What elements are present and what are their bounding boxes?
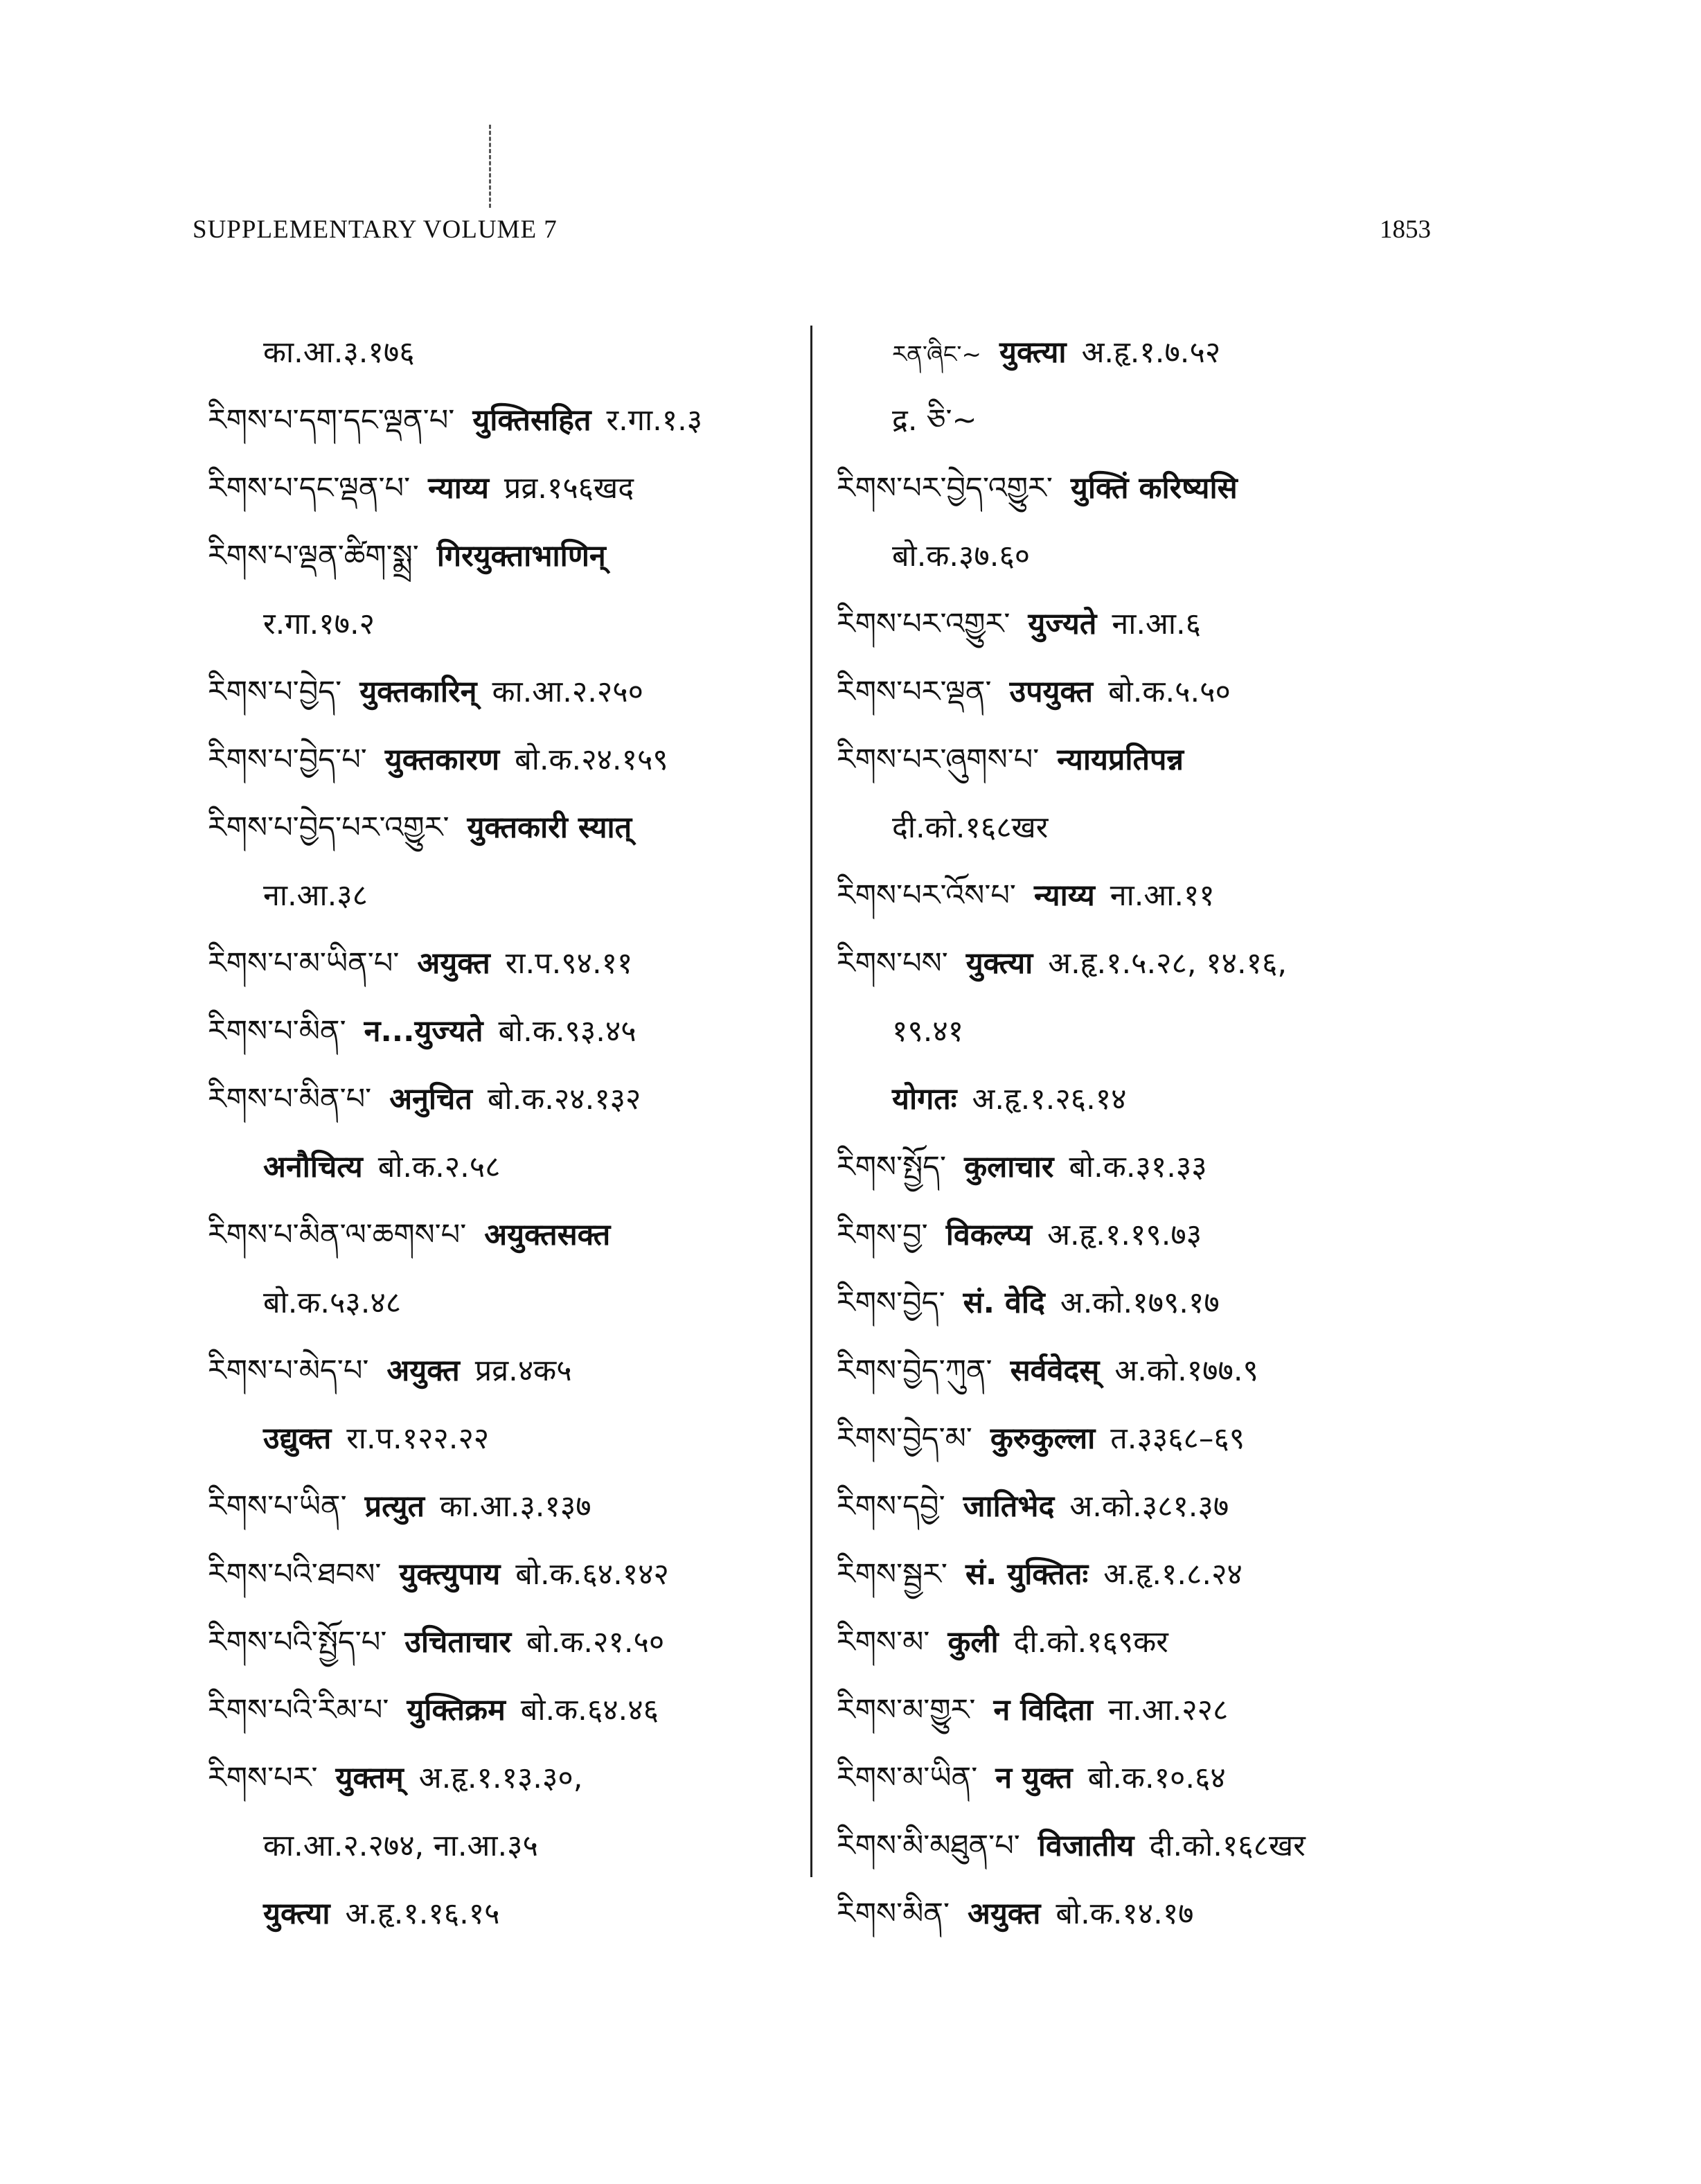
entry-line [208, 1812, 817, 1880]
source-reference: का.आ.२.२५० [492, 675, 644, 709]
entry-line [837, 319, 1460, 387]
entry-line [208, 862, 817, 930]
source-reference: ना.आ.६ [1112, 607, 1202, 641]
source-reference: अ.हृ.१.१९.७३ [1047, 1218, 1202, 1252]
sanskrit-equivalent: न युक्त [995, 1761, 1073, 1795]
sanskrit-equivalent: प्रत्युत [364, 1489, 425, 1524]
sanskrit-equivalent: अनौचित्य [263, 1150, 363, 1184]
sanskrit-equivalent: न्याय्य [1033, 878, 1095, 913]
source-reference: बो.क.५.५० [1108, 675, 1231, 709]
running-head [193, 215, 1431, 256]
entry-line [208, 658, 817, 726]
entry-line [837, 387, 1460, 454]
source-reference: अ.हृ.१.७.५२ [1081, 335, 1221, 370]
entry-line [208, 1065, 817, 1133]
sanskrit-equivalent: गिरयुक्ताभाणिन् [436, 539, 606, 574]
entry-line [837, 930, 1460, 997]
tibetan-headword: རིགས་མ་གྱུར་ [837, 1693, 976, 1728]
sanskrit-equivalent: युक्तम् [335, 1761, 404, 1795]
entry-line [208, 1201, 817, 1269]
source-reference: अ.को.१७७.९ [1114, 1353, 1258, 1388]
source-reference: बो.क.२४.१३२ [487, 1082, 641, 1117]
source-reference: अ.हृ.१.१३.३०, [418, 1761, 583, 1795]
source-reference: बो.क.१४.१७ [1056, 1897, 1194, 1931]
entry-line [837, 1133, 1460, 1201]
source-reference: बो.क.६४.१४२ [515, 1557, 669, 1592]
entry-line [208, 1541, 817, 1608]
entry-line [837, 1812, 1460, 1880]
tibetan-headword: རིགས་པའི་ཐབས་ [208, 1557, 382, 1592]
sanskrit-equivalent: सं. युक्तितः [965, 1557, 1089, 1592]
entry-line [837, 1608, 1460, 1676]
sanskrit-equivalent: उपयुक्त [1009, 675, 1094, 709]
entry-line [837, 1676, 1460, 1744]
tibetan-headword: རིགས་བྱ་ [837, 1218, 928, 1252]
tibetan-headword: རིགས་མ་ཡིན་ [837, 1761, 978, 1795]
source-reference: का.आ.३.१३७ [440, 1489, 591, 1524]
left-column [208, 319, 817, 1948]
tibetan-headword: རིགས་པ་མིན་པ་ [208, 1082, 372, 1117]
source-reference: प्रव्र.१५६खद [504, 471, 634, 506]
tibetan-headword: རིགས་པར་ཞུགས་པ་ [837, 743, 1040, 777]
tibetan-headword: རིགས་པར་ [208, 1761, 318, 1795]
source-reference: द्र. ཅི་~ [892, 403, 977, 438]
source-reference: बो.क.६४.४६ [520, 1693, 659, 1728]
entry-line [208, 1405, 817, 1473]
entry-line [837, 454, 1460, 522]
tibetan-headword: རིགས་སྤྱོད་ [837, 1150, 947, 1184]
entry-line [837, 726, 1460, 794]
source-reference: बो.क.२४.१५९ [515, 743, 668, 777]
tibetan-headword: རིགས་བྱེད་ [837, 1286, 945, 1320]
sanskrit-equivalent: अनुचित [389, 1082, 472, 1117]
source-reference: बो.क.१०.६४ [1087, 1761, 1226, 1795]
entry-line [837, 1269, 1460, 1337]
source-reference: दी.को.१६८खर [1149, 1829, 1306, 1863]
entry-line [208, 726, 817, 794]
tibetan-headword: རིགས་པའི་རིམ་པ་ [208, 1693, 389, 1728]
source-reference: बो.क.५३.४८ [263, 1286, 402, 1320]
sanskrit-equivalent: उचिताचार [404, 1625, 512, 1660]
source-reference: बो.क.२.५८ [377, 1150, 501, 1184]
sanskrit-equivalent: जातिभेद [963, 1489, 1055, 1524]
tibetan-headword: རིགས་པ་མིན་ལ་ཆགས་པ་ [208, 1218, 467, 1252]
sanskrit-equivalent: युक्त्या [263, 1897, 330, 1931]
tibetan-headword: རན་ཞིང་~ [892, 341, 982, 369]
source-reference: अ.हृ.१.८.२४ [1103, 1557, 1243, 1592]
entry-line [837, 658, 1460, 726]
entry-line [837, 590, 1460, 658]
sanskrit-equivalent: युक्तिं करिष्यसि [1070, 471, 1238, 506]
source-reference: अ.को.३८१.३७ [1069, 1489, 1229, 1524]
page-number: 1853 [1380, 215, 1431, 244]
sanskrit-equivalent: युज्यते [1028, 607, 1097, 641]
source-reference: अ.हृ.१.२६.१४ [972, 1082, 1127, 1117]
entry-line [208, 1676, 817, 1744]
entry-line [837, 1880, 1460, 1948]
sanskrit-equivalent: अयुक्त [386, 1353, 460, 1388]
entry-line [837, 1405, 1460, 1473]
sanskrit-equivalent: योगतः [892, 1082, 957, 1117]
sanskrit-equivalent: न्याय्य [428, 471, 489, 506]
tibetan-headword: རིགས་པ་མིན་ [208, 1014, 346, 1049]
source-reference: १९.४१ [892, 1014, 964, 1049]
tibetan-headword: རིགས་པ་བྱེད་པར་འགྱུར་ [208, 810, 449, 845]
gutter-mark [489, 125, 493, 208]
entry-line [208, 1337, 817, 1405]
sanskrit-equivalent: अयुक्तसक्त [484, 1218, 611, 1252]
entry-line [208, 997, 817, 1065]
sanskrit-equivalent: युक्तकारिन् [359, 675, 477, 709]
tibetan-headword: རིགས་པ་མ་ཡིན་པ་ [208, 946, 400, 981]
entry-line [208, 1608, 817, 1676]
entry-line [837, 862, 1460, 930]
entry-line [208, 930, 817, 997]
entry-line [837, 1541, 1460, 1608]
sanskrit-equivalent: सर्ववेदस् [1010, 1353, 1100, 1388]
volume-title: SUPPLEMENTARY VOLUME 7 [193, 215, 558, 244]
sanskrit-equivalent: युक्त्या [965, 946, 1033, 981]
entry-line [208, 1133, 817, 1201]
entry-line [837, 1065, 1460, 1133]
tibetan-headword: རིགས་པ་མེད་པ་ [208, 1353, 369, 1388]
entry-line [208, 1269, 817, 1337]
tibetan-headword: རིགས་པར་འོས་པ་ [837, 878, 1016, 913]
source-reference: का.आ.२.२७४, ना.आ.३५ [263, 1829, 538, 1863]
sanskrit-equivalent: युक्तिक्रम [407, 1693, 506, 1728]
source-reference: त.३३६८–६९ [1110, 1421, 1245, 1456]
tibetan-headword: རིགས་པ་ཡིན་ [208, 1489, 347, 1524]
sanskrit-equivalent: युक्तकारी स्यात् [467, 810, 632, 845]
entry-line [837, 1744, 1460, 1812]
source-reference: प्रव्र.४क५ [474, 1353, 572, 1388]
sanskrit-equivalent: न...युज्यते [364, 1014, 483, 1049]
entry-line [837, 1201, 1460, 1269]
sanskrit-equivalent: युक्त्या [999, 335, 1067, 370]
sanskrit-equivalent: उद्युक्त [263, 1421, 332, 1456]
source-reference: रा.प.९४.११ [505, 946, 633, 981]
sanskrit-equivalent: विकल्प्य [945, 1218, 1033, 1252]
sanskrit-equivalent: अयुक्त [417, 946, 490, 981]
source-reference: अ.को.१७९.१७ [1060, 1286, 1220, 1320]
tibetan-headword: རིགས་པ་དང་ལྡན་པ་ [208, 471, 411, 506]
sanskrit-equivalent: कुरुकुल्ला [990, 1421, 1096, 1456]
source-reference: दी.को.१६९कर [1013, 1625, 1168, 1660]
entry-line [837, 522, 1460, 590]
sanskrit-equivalent: युक्त्युपाय [399, 1557, 501, 1592]
source-reference: का.आ.३.१७६ [263, 335, 415, 370]
tibetan-headword: རིགས་པར་འགྱུར་ [837, 607, 1010, 641]
source-reference: दी.को.१६८खर [892, 810, 1049, 845]
entry-line [208, 522, 817, 590]
source-reference: बो.क.३१.३३ [1069, 1150, 1207, 1184]
tibetan-headword: རིགས་བྱེད་ཀུན་ [837, 1353, 992, 1388]
tibetan-headword: རིགས་པ་བྱེད་པ་ [208, 743, 367, 777]
entry-line [208, 387, 817, 454]
sanskrit-equivalent: न्यायप्रतिपन्न [1057, 743, 1184, 777]
sanskrit-equivalent: विजातीय [1037, 1829, 1134, 1863]
tibetan-headword: རིགས་པར་བྱེད་འགྱུར་ [837, 471, 1053, 506]
entry-line [208, 590, 817, 658]
sanskrit-equivalent: न विदिता [993, 1693, 1093, 1728]
tibetan-headword: རིགས་པས་ [837, 946, 948, 981]
sanskrit-equivalent: कुलाचार [964, 1150, 1054, 1184]
source-reference: बो.क.३७.६० [892, 539, 1031, 574]
tibetan-headword: རིགས་པར་ལྡན་ [837, 675, 992, 709]
entry-line [837, 1473, 1460, 1541]
source-reference: रा.प.१२२.२२ [346, 1421, 490, 1456]
tibetan-headword: རིགས་མིན་ [837, 1897, 950, 1931]
source-reference: अ.हृ.१.१६.१५ [345, 1897, 500, 1931]
entry-line [208, 1473, 817, 1541]
tibetan-headword: རིགས་སྦྱར་ [837, 1557, 947, 1592]
tibetan-headword: རིགས་པའི་སྤྱོད་པ་ [208, 1625, 387, 1660]
entry-line [208, 319, 817, 387]
sanskrit-equivalent: कुली [947, 1625, 999, 1660]
entry-line [208, 1880, 817, 1948]
tibetan-headword: རིགས་དབྱེ་ [837, 1489, 945, 1524]
source-reference: ना.आ.११ [1110, 878, 1215, 913]
tibetan-headword: རིགས་པ་དག་དང་ལྡན་པ་ [208, 403, 455, 438]
entry-line [837, 997, 1460, 1065]
tibetan-headword: རིགས་པ་བྱེད་ [208, 675, 342, 709]
entry-line [208, 794, 817, 862]
entry-line [208, 454, 817, 522]
tibetan-headword: རིགས་བྱེད་མ་ [837, 1421, 972, 1456]
sanskrit-equivalent: सं. वेदि [963, 1286, 1045, 1320]
source-reference: ना.आ.३८ [263, 878, 368, 913]
source-reference: बो.क.९३.४५ [498, 1014, 636, 1049]
source-reference: र.गा.१७.२ [263, 607, 375, 641]
sanskrit-equivalent: युक्तकारण [384, 743, 500, 777]
sanskrit-equivalent: अयुक्त [968, 1897, 1041, 1931]
tibetan-headword: རིགས་པ་ལྡན་ཚིག་སྨྲ་ [208, 539, 419, 574]
entry-line [208, 1744, 817, 1812]
entry-line [837, 1337, 1460, 1405]
right-column [837, 319, 1460, 1948]
sanskrit-equivalent: युक्तिसहित [472, 403, 591, 438]
source-reference: ना.आ.२२८ [1107, 1693, 1229, 1728]
source-reference: र.गा.१.३ [606, 403, 703, 438]
tibetan-headword: རིགས་མ་ [837, 1625, 930, 1660]
tibetan-headword: རིགས་མི་མཐུན་པ་ [837, 1829, 1020, 1863]
source-reference: अ.हृ.१.५.२८, १४.१६, [1048, 946, 1288, 981]
entry-line [837, 794, 1460, 862]
source-reference: बो.क.२१.५० [526, 1625, 665, 1660]
